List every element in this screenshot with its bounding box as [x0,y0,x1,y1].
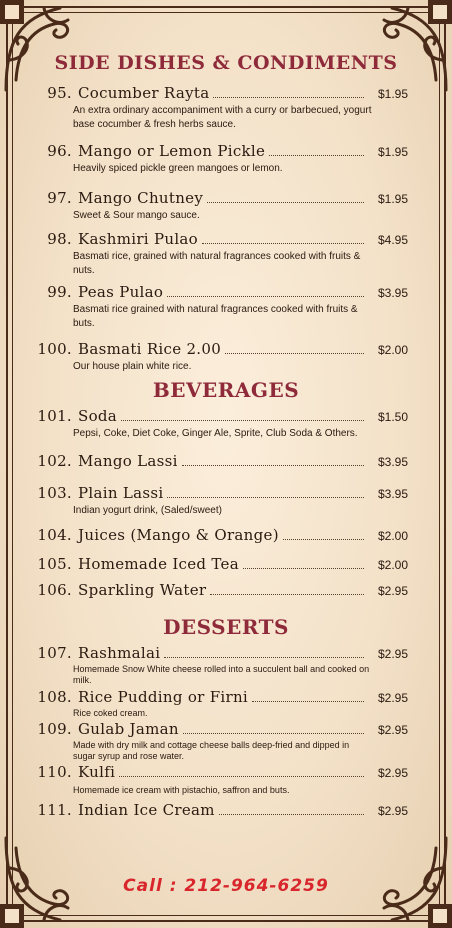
leader-dots [213,96,364,98]
item-description: Our house plain white rice. [73,361,192,372]
item-name: Mango or Lemon Pickle [78,142,266,160]
item-name: Juices (Mango & Orange) [78,526,279,544]
item-number: 103. [37,484,72,502]
leader-dots [119,775,364,777]
leader-dots [243,567,364,569]
item-name: Peas Pulao [78,283,164,301]
menu-item [32,720,408,762]
item-description: Homemade ice cream with pistachio, saffron and buts. [73,785,290,795]
item-description: Homemade Snow White cheese rolled into a succulent ball and cooked on milk. [73,664,370,685]
menu-item [32,283,408,331]
call-phone-number: Call : 212-964-6259 [123,876,329,896]
menu-item [32,484,408,518]
item-name: Gulab Jaman [78,720,179,738]
flourish-corner-icon [0,0,96,96]
item-price: $2.95 [377,766,408,780]
menu-item [32,581,408,600]
section-heading-side-dishes: SIDE DISHES & CONDIMENTS [54,52,398,74]
menu-item [32,644,408,686]
item-number: 107. [37,644,72,662]
item-description: Made with dry milk and cottage cheese balls deep-fried and dipped in sugar syrup and rose water. [73,740,350,761]
menu-item [32,801,408,820]
item-description: Indian yogurt drink, (Saled/sweet) [73,505,222,516]
leader-dots [167,295,364,297]
item-number: 106. [37,581,72,599]
item-price: $2.95 [377,691,408,705]
item-name: Indian Ice Cream [78,801,215,819]
section-heading-desserts: DESSERTS [163,615,289,639]
menu-item [32,340,408,374]
item-number: 104. [37,526,72,544]
item-price: $3.95 [377,286,408,300]
menu-item [32,407,408,441]
menu-item [32,84,408,132]
item-name: Homemade Iced Tea [78,555,239,573]
leader-dots [202,242,364,244]
menu-item [32,189,408,223]
item-name: Cocumber Rayta [78,84,210,102]
menu-item [32,526,408,545]
leader-dots [164,656,364,658]
item-price: $2.95 [377,647,408,661]
item-name: Mango Lassi [78,452,178,470]
leader-dots [269,154,364,156]
item-price: $2.95 [377,804,408,818]
item-number: 98. [47,230,72,248]
section-heading-beverages: BEVERAGES [152,378,300,402]
leader-dots [207,201,364,203]
item-price: $3.95 [377,455,408,469]
item-price: $1.95 [377,145,408,159]
item-price: $1.95 [377,87,408,101]
item-price: $1.95 [377,192,408,206]
item-name: Rashmalai [78,644,161,662]
item-price: $2.95 [377,584,408,598]
leader-dots [225,352,364,354]
item-number: 110. [37,763,72,781]
leader-dots [167,496,364,498]
menu-item [32,555,408,574]
item-number: 108. [37,688,72,706]
leader-dots [283,538,364,540]
item-description: Sweet & Sour mango sauce. [73,210,200,221]
leader-dots [210,593,364,595]
item-name: Soda [78,407,118,425]
item-price: $2.00 [377,529,408,543]
item-name: Rice Pudding or Firni [78,688,249,706]
item-name: Kashmiri Pulao [78,230,198,248]
leader-dots [121,419,364,421]
item-description: Basmati rice grained with natural fragrances cooked with fruits & buts. [73,304,358,329]
item-description: Pepsi, Coke, Diet Coke, Ginger Ale, Sprite, Club Soda & Others. [73,428,358,439]
item-number: 97. [47,189,72,207]
item-description: Rice coked cream. [73,708,148,718]
item-name: Kulfi [78,763,116,781]
leader-dots [182,464,364,466]
menu-item [32,452,408,471]
item-name: Basmati Rice 2.00 [78,340,222,358]
menu-item [32,230,408,278]
item-description: Basmati rice, grained with natural fragrances cooked with fruits & nuts. [73,251,361,276]
item-number: 109. [37,720,72,738]
item-price: $2.00 [377,558,408,572]
item-number: 111. [37,801,72,819]
item-price: $1.50 [377,410,408,424]
leader-dots [219,813,364,815]
leader-dots [252,700,364,702]
menu-item [32,142,408,176]
item-number: 101. [37,407,72,425]
item-price: $2.95 [377,723,408,737]
item-description: An extra ordinary accompaniment with a curry or barbecued, yogurt base cocumber & fresh herbs sauce. [73,105,372,130]
item-number: 96. [47,142,72,160]
item-price: $3.95 [377,487,408,501]
item-price: $4.95 [377,233,408,247]
item-number: 105. [37,555,72,573]
item-name: Plain Lassi [78,484,164,502]
leader-dots [183,732,364,734]
flourish-corner-icon [356,0,452,96]
item-name: Sparkling Water [78,581,207,599]
item-number: 95. [47,84,72,102]
item-name: Mango Chutney [78,189,204,207]
item-number: 99. [47,283,72,301]
item-price: $2.00 [377,343,408,357]
item-number: 102. [37,452,72,470]
menu-item [32,763,408,796]
item-description: Heavily spiced pickle green mangoes or lemon. [73,163,283,174]
menu-item [32,688,408,719]
item-number: 100. [37,340,72,358]
